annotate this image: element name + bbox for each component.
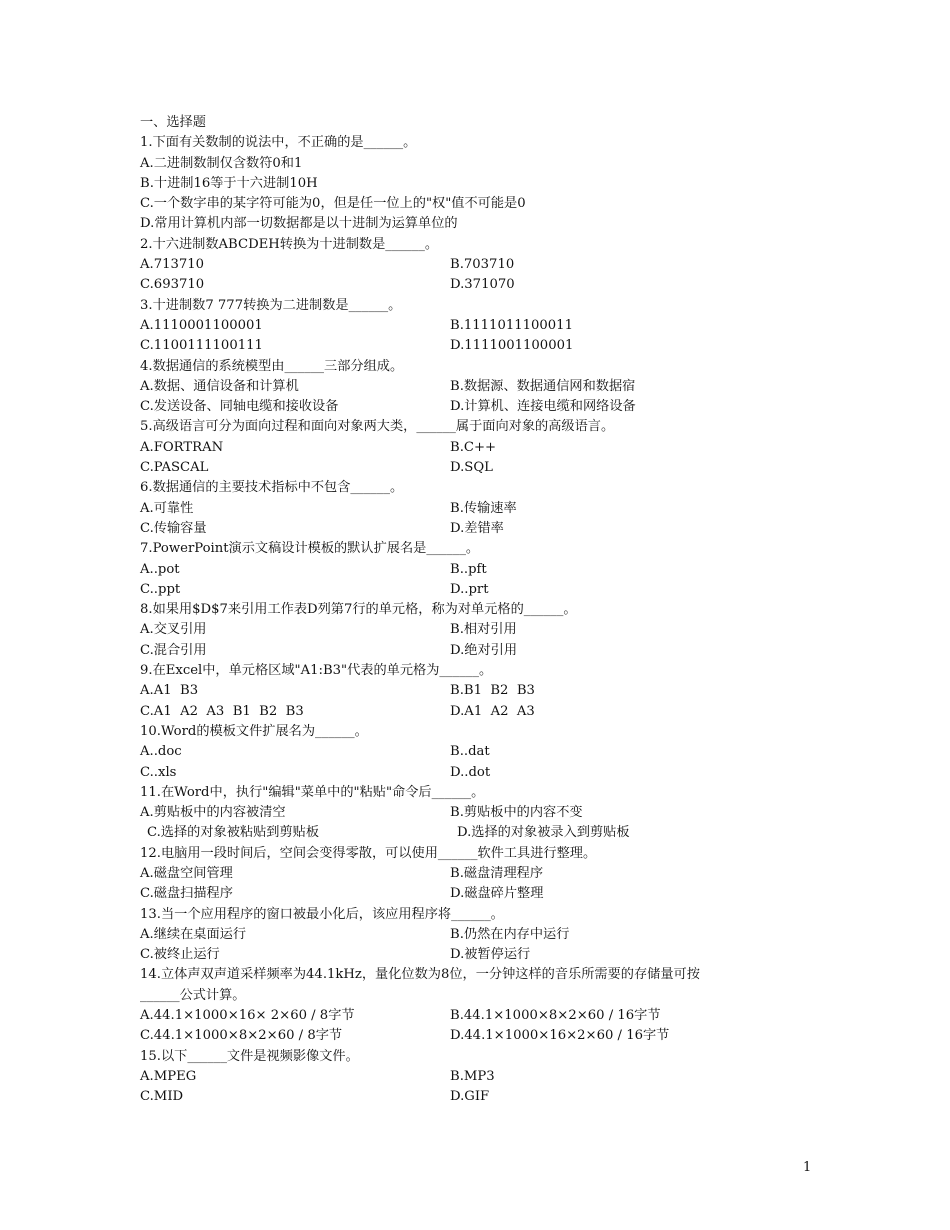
q13-option-d: D.被暂停运行: [450, 947, 531, 963]
question-13-text: 13.当一个应用程序的窗口被最小化后，该应用程序将______。: [140, 906, 504, 922]
q7-option-b: B..pft: [450, 561, 487, 577]
q3-options-row-1: [140, 316, 840, 336]
question-1-text: 1.下面有关数制的说法中，不正确的是______。: [140, 135, 417, 151]
q4-option-d: D.计算机、连接电缆和网络设备: [450, 399, 636, 415]
q8-options-row-1: [140, 620, 840, 640]
q13-option-a: A.继续在桌面运行: [140, 926, 247, 942]
q13-option-b: B.仍然在内存中运行: [450, 926, 570, 942]
q5-option-a: A.FORTRAN: [140, 439, 224, 455]
question-12-text: 12.电脑用一段时间后，空间会变得零散，可以使用______软件工具进行整理。: [140, 845, 597, 861]
section-title: 一、选择题: [140, 115, 206, 130]
q10-option-a: A..doc: [140, 744, 182, 760]
q1-option-a: A.二进制数制仅含数符0和1: [140, 155, 303, 171]
question-5-text: 5.高级语言可分为面向过程和面向对象两大类，______属于面向对象的高级语言。: [140, 419, 615, 435]
document-body: [140, 113, 840, 1108]
question-14-text-continued: ______公式计算。: [140, 987, 246, 1003]
q7-options-row-2: [140, 580, 840, 600]
q6-option-c: C.传输容量: [140, 520, 207, 536]
q13-option-c: C.被终止运行: [140, 947, 220, 963]
q12-options-row-1: [140, 864, 840, 884]
question-11-text: 11.在Word中，执行"编辑"菜单中的"粘贴"命令后______。: [140, 784, 485, 800]
q9-option-c: C.A1 A2 A3 B1 B2 B3: [140, 703, 304, 719]
q1-option-d: D.常用计算机内部一切数据都是以十进制为运算单位的: [140, 216, 458, 232]
q15-option-a: A.MPEG: [140, 1068, 197, 1084]
q14-option-d: D.44.1×1000×16×2×60 / 16字节: [450, 1028, 670, 1044]
q15-options-row-2: [140, 1087, 840, 1107]
q13-options-row-2: [140, 945, 840, 965]
q14-option-b: B.44.1×1000×8×2×60 / 16字节: [450, 1008, 661, 1024]
q10-options-row-2: [140, 763, 840, 783]
q2-option-c: C.693710: [140, 277, 205, 293]
q9-option-b: B.B1 B2 B3: [450, 683, 535, 699]
question-9-text: 9.在Excel中，单元格区域"A1:B3"代表的单元格为______。: [140, 663, 493, 679]
q12-option-a: A.磁盘空间管理: [140, 865, 233, 881]
q10-option-c: C..xls: [140, 764, 177, 780]
q4-option-b: B.数据源、数据通信网和数据宿: [450, 378, 636, 394]
q6-option-b: B.传输速率: [450, 500, 517, 516]
question-15-text: 15.以下______文件是视频影像文件。: [140, 1048, 359, 1064]
q14-options-row-1: [140, 1006, 840, 1026]
question-4-text: 4.数据通信的系统模型由______三部分组成。: [140, 358, 404, 374]
q7-option-c: C..ppt: [140, 581, 181, 597]
q15-option-c: C.MID: [140, 1089, 184, 1105]
q8-options-row-2: [140, 641, 840, 661]
question-8-text: 8.如果用$D$7来引用工作表D列第7行的单元格，称为对单元格的______。: [140, 602, 577, 618]
q1-option-c: C.一个数字串的某字符可能为0，但是任一位上的"权"值不可能是0: [140, 196, 526, 212]
question-3-text: 3.十进制数7 777转换为二进制数是______。: [140, 297, 402, 313]
question-10-text: 10.Word的模板文件扩展名为______。: [140, 723, 368, 739]
q11-options-row-1: [140, 803, 840, 823]
q8-option-d: D.绝对引用: [450, 642, 518, 658]
q3-options-row-2: [140, 336, 840, 356]
q5-option-c: C.PASCAL: [140, 460, 209, 476]
q9-options-row-2: [140, 702, 840, 722]
q12-options-row-2: [140, 884, 840, 904]
q2-option-a: A.713710: [140, 257, 205, 273]
q7-options-row-1: [140, 560, 840, 580]
q11-options-row-2: [140, 823, 840, 843]
q3-option-b: B.1111011100011: [450, 317, 573, 333]
q2-option-b: B.703710: [450, 257, 515, 273]
q10-options-row-1: [140, 742, 840, 762]
q6-option-a: A.可靠性: [140, 500, 194, 516]
question-6-text: 6.数据通信的主要技术指标中不包含______。: [140, 480, 404, 496]
q12-option-d: D.磁盘碎片整理: [450, 886, 544, 902]
q10-option-d: D..dot: [450, 764, 491, 780]
q8-option-b: B.相对引用: [450, 622, 517, 638]
q10-option-b: B..dat: [450, 744, 490, 760]
q15-options-row-1: [140, 1067, 840, 1087]
q2-option-d: D.371070: [450, 277, 515, 293]
q7-option-d: D..prt: [450, 581, 489, 597]
q5-options-row-2: [140, 458, 840, 478]
q5-option-d: D.SQL: [450, 460, 493, 476]
q15-option-b: B.MP3: [450, 1068, 495, 1084]
q4-option-c: C.发送设备、同轴电缆和接收设备: [140, 399, 339, 415]
question-2-text: 2.十六进制数ABCDEH转换为十进制数是______。: [140, 236, 439, 252]
question-14-text: 14.立体声双声道采样频率为44.1kHz，量化位数为8位，一分钟这样的音乐所需要的存储量可按: [140, 967, 700, 983]
q11-option-d: D.选择的对象被录入到剪贴板: [457, 825, 630, 841]
q6-options-row-2: [140, 519, 840, 539]
q9-options-row-1: [140, 681, 840, 701]
q6-option-d: D.差错率: [450, 520, 504, 536]
q7-option-a: A..pot: [140, 561, 180, 577]
q5-options-row-1: [140, 438, 840, 458]
q11-option-a: A.剪贴板中的内容被清空: [140, 805, 286, 821]
q13-options-row-1: [140, 925, 840, 945]
q9-option-a: A.A1 B3: [140, 683, 199, 699]
q12-option-b: B.磁盘清理程序: [450, 865, 544, 881]
q9-option-d: D.A1 A2 A3: [450, 703, 535, 719]
q3-option-c: C.1100111100111: [140, 338, 263, 354]
q2-options-row-2: [140, 275, 840, 295]
q11-option-b: B.剪贴板中的内容不变: [450, 805, 583, 821]
q5-option-b: B.C++: [450, 439, 497, 455]
q11-option-c: C.选择的对象被粘贴到剪贴板: [147, 825, 320, 841]
q3-option-a: A.1110001100001: [140, 317, 263, 333]
q14-option-a: A.44.1×1000×16× 2×60 / 8字节: [140, 1008, 355, 1024]
q3-option-d: D.1111001100001: [450, 338, 574, 354]
q14-options-row-2: [140, 1026, 840, 1046]
q15-option-d: D.GIF: [450, 1089, 490, 1105]
q6-options-row-1: [140, 499, 840, 519]
q1-option-b: B.十进制16等于十六进制10H: [140, 175, 318, 191]
q14-option-c: C.44.1×1000×8×2×60 / 8字节: [140, 1028, 343, 1044]
q4-options-row-1: [140, 377, 840, 397]
q8-option-c: C.混合引用: [140, 642, 207, 658]
q8-option-a: A.交叉引用: [140, 622, 207, 638]
question-7-text: 7.PowerPoint演示文稿设计模板的默认扩展名是______。: [140, 541, 480, 557]
q2-options-row-1: [140, 255, 840, 275]
q12-option-c: C.磁盘扫描程序: [140, 886, 233, 902]
q4-options-row-2: [140, 397, 840, 417]
page-number: 1: [803, 1160, 812, 1175]
q4-option-a: A.数据、通信设备和计算机: [140, 378, 299, 394]
